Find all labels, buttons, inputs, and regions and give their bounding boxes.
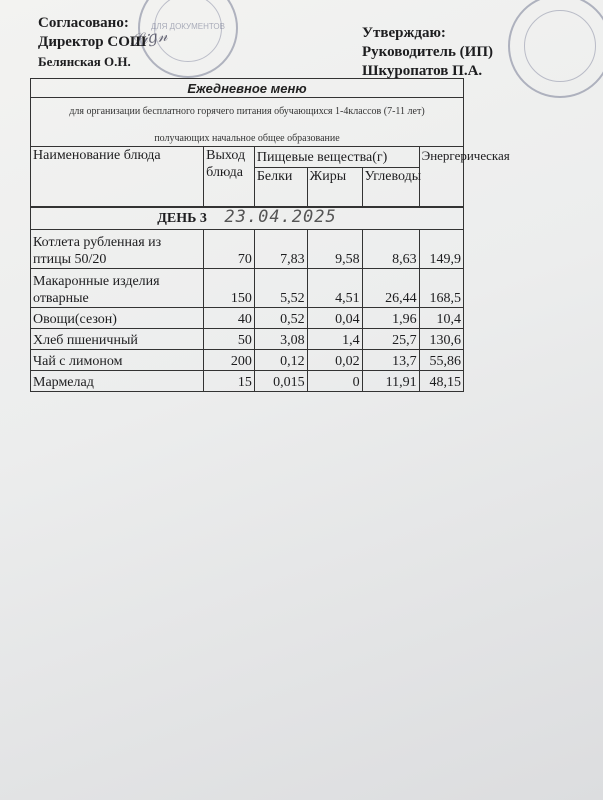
dish-proteins: 7,83 <box>254 230 307 269</box>
table-row <box>31 371 464 392</box>
dish-proteins: 5,52 <box>254 269 307 308</box>
day-row <box>31 207 464 230</box>
table-row <box>31 329 464 350</box>
menu-subtitle-2: получающих начальное общее образование <box>154 133 340 144</box>
dish-proteins: 0,015 <box>254 371 307 392</box>
approval-left <box>38 14 146 71</box>
dish-fats: 9,58 <box>307 230 362 269</box>
approval-left-line3: Белянская О.Н. <box>38 54 131 69</box>
menu-subtitle: для организации бесплатного горячего питания обучающихся 1-4классов (7-11 лет) <box>69 106 425 117</box>
day-label: ДЕНЬ 3 <box>157 211 207 226</box>
dish-carbs: 26,44 <box>362 269 419 308</box>
dish-carbs: 13,7 <box>362 350 419 371</box>
approval-left-line1: Согласовано: <box>38 15 129 31</box>
dish-fats: 4,51 <box>307 269 362 308</box>
dish-fats: 0,02 <box>307 350 362 371</box>
dish-name: Макаронные изделия отварные <box>31 269 204 308</box>
header-output: Выход блюда <box>204 147 255 207</box>
dish-output: 40 <box>204 308 255 329</box>
dish-output: 70 <box>204 230 255 269</box>
company-stamp <box>508 0 603 98</box>
dish-carbs: 25,7 <box>362 329 419 350</box>
handwritten-date: 23.04.2025 <box>224 207 337 227</box>
approval-right-line2: Руководитель (ИП) <box>362 44 493 60</box>
dish-output: 200 <box>204 350 255 371</box>
table-row <box>31 269 464 308</box>
header-energy: Энергеричеcкая <box>419 147 463 207</box>
dish-name: Мармелад <box>31 371 204 392</box>
dish-output: 50 <box>204 329 255 350</box>
dish-proteins: 3,08 <box>254 329 307 350</box>
table-row <box>31 230 464 269</box>
director-signature: 𝒮𝒾𝑔𝓃 <box>128 25 169 50</box>
dish-carbs: 11,91 <box>362 371 419 392</box>
dish-name: Котлета рубленная из птицы 50/20 <box>31 230 204 269</box>
dish-energy: 168,5 <box>419 269 463 308</box>
dish-energy: 130,6 <box>419 329 463 350</box>
table-row <box>31 350 464 371</box>
approval-right <box>362 24 493 81</box>
dish-fats: 1,4 <box>307 329 362 350</box>
stamp-text: ДЛЯ ДОКУМЕНТОВ <box>150 22 225 31</box>
dish-output: 150 <box>204 269 255 308</box>
approval-right-line3: Шкуропатов П.А. <box>362 63 483 79</box>
dish-energy: 149,9 <box>419 230 463 269</box>
dish-energy: 10,4 <box>419 308 463 329</box>
dish-name: Чай с лимоном <box>31 350 204 371</box>
dish-energy: 55,86 <box>419 350 463 371</box>
header-proteins: Белки <box>254 168 307 207</box>
dish-carbs: 8,63 <box>362 230 419 269</box>
header-name: Наименование блюда <box>31 147 204 207</box>
header-nutrients: Пищевые вещества(г) <box>254 147 419 168</box>
dish-fats: 0 <box>307 371 362 392</box>
dish-name: Хлеб пшеничный <box>31 329 204 350</box>
approval-left-line2: Директор СОШ <box>38 34 147 50</box>
dish-name: Овощи(сезон) <box>31 308 204 329</box>
menu-table <box>30 146 510 392</box>
menu-title: Ежедневное меню <box>187 81 307 96</box>
dish-energy: 48,15 <box>419 371 463 392</box>
dish-output: 15 <box>204 371 255 392</box>
dish-proteins: 0,12 <box>254 350 307 371</box>
table-row <box>31 308 464 329</box>
header-carbs: Углеводы <box>362 168 419 207</box>
dish-carbs: 1,96 <box>362 308 419 329</box>
dish-proteins: 0,52 <box>254 308 307 329</box>
header-fats: Жиры <box>307 168 362 207</box>
menu-frame <box>30 78 510 418</box>
dish-fats: 0,04 <box>307 308 362 329</box>
approval-right-line1: Утверждаю: <box>362 25 446 41</box>
header-row <box>31 147 464 168</box>
